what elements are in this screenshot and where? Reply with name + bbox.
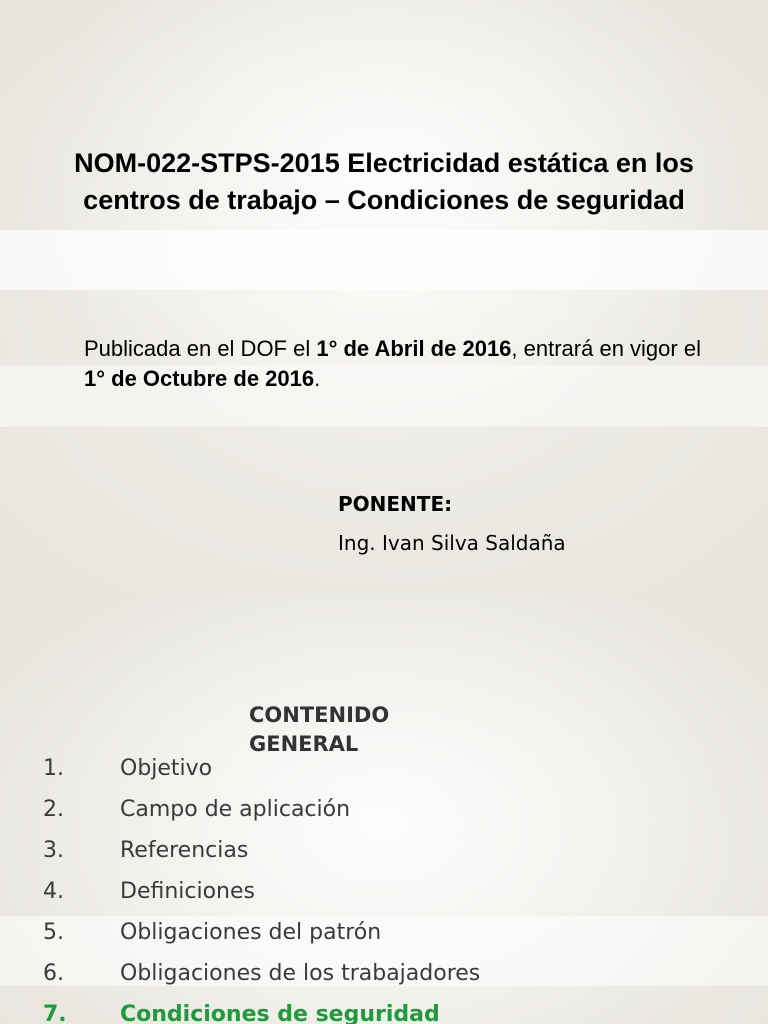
contents-list [0, 756, 768, 1024]
slide-title: NOM-022-STPS-2015 Electricidad estática en los centros de trabajo – Condiciones de seguridad [74, 148, 694, 215]
list-item-label: Obligaciones de los trabajadores [120, 961, 481, 986]
list-item-number: 4. [43, 879, 64, 904]
list-item [0, 838, 768, 879]
list-item-number: 5. [43, 920, 64, 945]
list-item [0, 756, 768, 797]
speaker-label: PONENTE: [338, 492, 453, 516]
list-item-label: Definiciones [120, 879, 255, 904]
list-item-label: Objetivo [120, 756, 213, 781]
list-item-number: 1. [43, 756, 64, 781]
list-item-label: Referencias [120, 838, 249, 863]
list-item-label: Condiciones de seguridad [120, 1002, 440, 1024]
effective-date: 1° de Octubre de 2016 [84, 366, 315, 391]
list-item [0, 961, 768, 1002]
list-item-number: 3. [43, 838, 64, 863]
list-item [0, 879, 768, 920]
list-item [0, 920, 768, 961]
contents-slide [0, 593, 768, 1024]
publication-date: 1° de Abril de 2016 [316, 336, 512, 361]
list-item-active [0, 1002, 768, 1024]
publication-text: . [314, 366, 321, 391]
list-item-number: 6. [43, 961, 64, 986]
list-item-label: Obligaciones del patrón [120, 920, 382, 945]
list-item-number: 7. [43, 1002, 67, 1024]
speaker-name: Ing. Ivan Silva Saldaña [338, 531, 566, 555]
contents-heading: CONTENIDO GENERAL [249, 703, 390, 756]
list-item-label: Campo de aplicación [120, 797, 351, 822]
background-band [0, 230, 768, 290]
list-item-number: 2. [43, 797, 64, 822]
publication-text: Publicada en el DOF el [84, 336, 317, 361]
publication-note [84, 334, 724, 394]
publication-text: , entrará en vigor el [511, 336, 701, 361]
list-item [0, 797, 768, 838]
